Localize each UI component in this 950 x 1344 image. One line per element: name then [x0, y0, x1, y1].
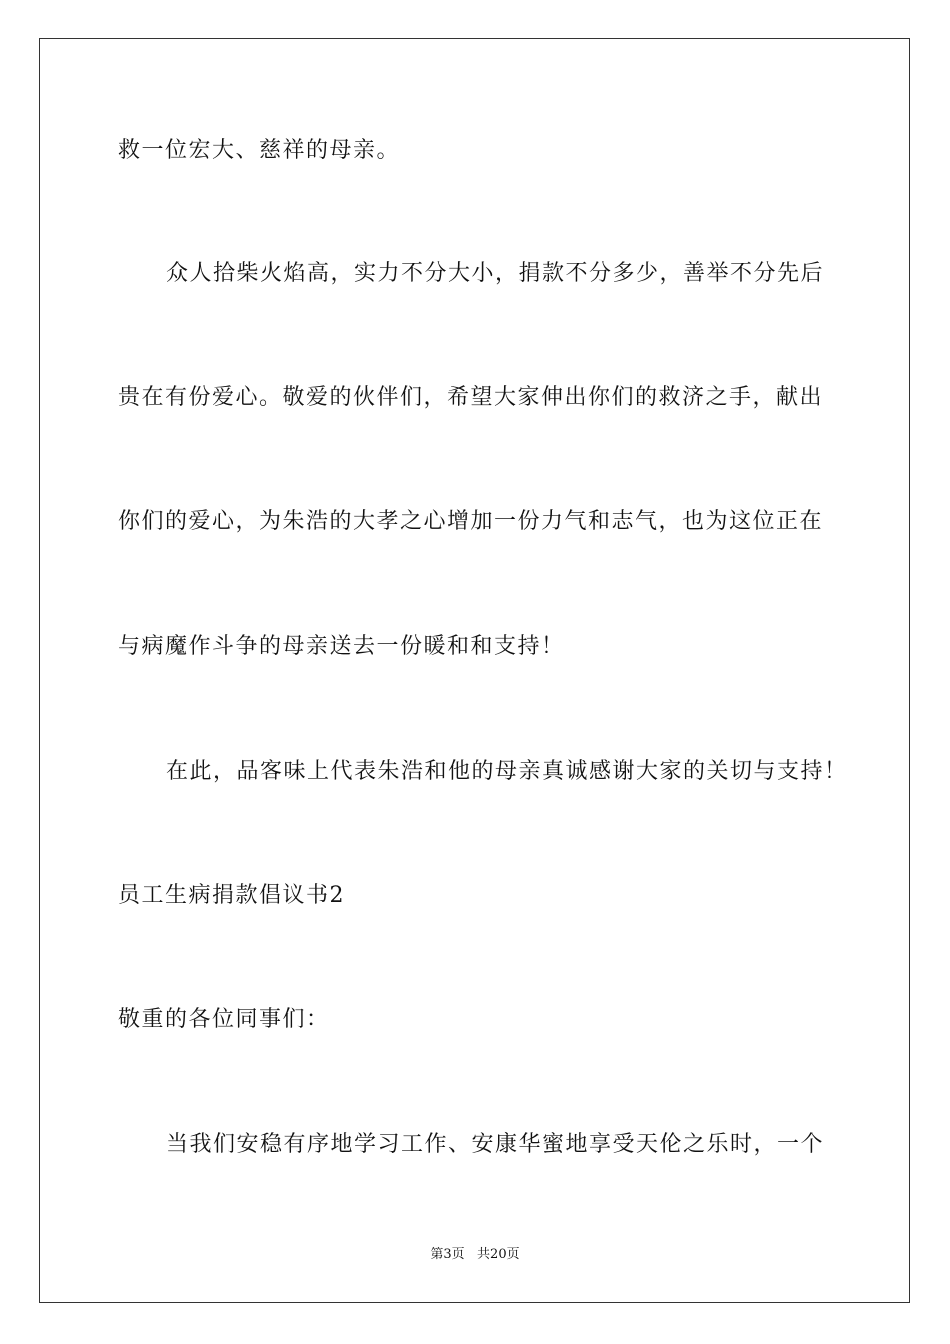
- paragraph-line: 在此，品客味上代表朱浩和他的母亲真诚感谢大家的关切与支持！: [166, 759, 848, 784]
- paragraph-line: 当我们安稳有序地学习工作、安康华蜜地享受天伦之乐时，一个: [166, 1132, 825, 1157]
- section-heading: 员工生病捐款倡议书2: [118, 883, 345, 908]
- paragraph-line: 与病魔作斗争的母亲送去一份暖和和支持！: [118, 634, 565, 659]
- salutation-line: 敬重的各位同事们：: [118, 1007, 330, 1032]
- page-number-footer: 第3页 共20页: [430, 1247, 520, 1262]
- paragraph-line: 贵在有份爱心。敬爱的伙伴们，希望大家伸出你们的救济之手，献出: [118, 385, 824, 410]
- paragraph-line: 众人拾柴火焰高，实力不分大小，捐款不分多少，善举不分先后: [166, 261, 825, 286]
- paragraph-line: 你们的爱心，为朱浩的大孝之心增加一份力气和志气，也为这位正在: [118, 509, 824, 534]
- paragraph-line: 救一位宏大、慈祥的母亲。: [118, 138, 401, 163]
- page-border: [39, 38, 910, 1303]
